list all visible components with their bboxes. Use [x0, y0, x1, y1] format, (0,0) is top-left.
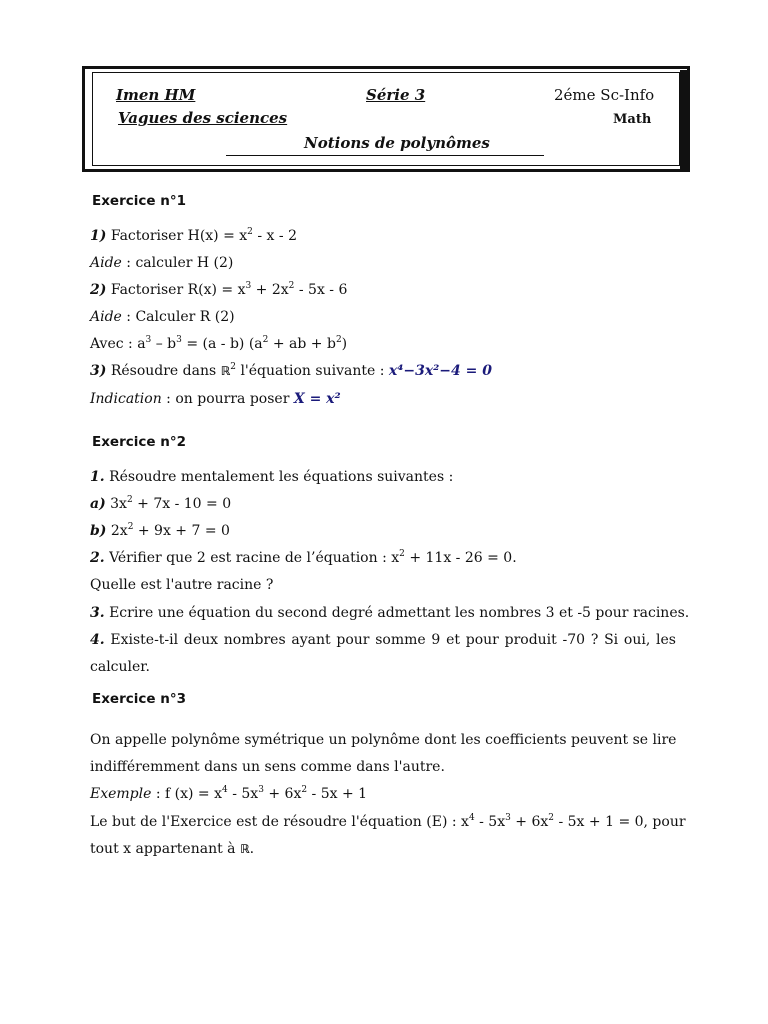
- ex3-goal-line-1: Le but de l'Exercice est de résoudre l'équation (E) : $x^4 - 5x^3 + 6x^2 - 5x + 1 = 0$, pour: [90, 813, 686, 830]
- author: Imen HM: [116, 86, 196, 104]
- real-set-symbol: ℝ: [220, 364, 231, 378]
- ex3-definition-line-2: indifféremment dans un sens comme dans l'autre.: [90, 759, 445, 775]
- ex1-question-1: 1) Factoriser $H(x) = x^2 - x - 2$: [90, 227, 297, 244]
- header-shadow: [680, 70, 687, 170]
- ex1-question-2: 2) Factoriser $R(x) = x^3 + 2x^2 - 5x - 6$: [90, 281, 348, 298]
- exercise-2-heading: Exercice n°2: [92, 434, 186, 450]
- ex1-question-3: 3) Résoudre dans ℝ$^2$ l'équation suivante : x⁴−3x²−4 = 0: [90, 362, 492, 379]
- ex2-part-3: 3. Ecrire une équation du second degré admettant les nombres 3 et -5 pour racines.: [90, 605, 690, 621]
- site-name: Vagues des sciences: [118, 109, 288, 127]
- exercise-3-heading: Exercice n°3: [92, 691, 186, 707]
- ex2-part-4-continued: calculer.: [90, 659, 150, 675]
- page-title: Notions de polynômes: [304, 134, 490, 152]
- series: Série 3: [366, 86, 426, 104]
- title-underline: [226, 155, 544, 156]
- real-set-symbol: ℝ: [239, 842, 250, 856]
- level: 2éme Sc-Info: [554, 86, 655, 104]
- ex1-hint-2: Aide : Calculer R (2): [90, 309, 235, 325]
- subject: Math: [613, 112, 652, 127]
- ex1-hint-1: Aide : calculer H (2): [90, 255, 234, 271]
- ex1-identity: Avec : $a^3 - b^3 = (a - b) (a^2$ + ab + $b^2$): [90, 335, 348, 352]
- ex2-part-2: 2. Vérifier que 2 est racine de l’équation : $x^2 + 11x - 26 = 0$.: [90, 549, 517, 566]
- ex2-equation-b: b) $2x^2 + 9x + 7 = 0$: [90, 522, 230, 539]
- ex2-equation-a: a) $3x^2 + 7x - 10 = 0$: [90, 495, 232, 512]
- ex3-goal-line-2: tout x appartenant à ℝ.: [90, 841, 255, 857]
- substitution-formula: X = x²: [293, 391, 341, 407]
- ex3-example: Exemple : f $(x) = x^4 - 5x^3 + 6x^2 - 5x + 1$: [90, 785, 368, 802]
- ex3-definition-line-1: On appelle polynôme symétrique un polynôme dont les coefficients peuvent se lire: [90, 732, 677, 748]
- ex1-indication: Indication : on pourra poser X = x²: [90, 391, 341, 407]
- ex2-part-1: 1. Résoudre mentalement les équations suivantes :: [90, 469, 454, 485]
- ex2-part-2-question: Quelle est l'autre racine ?: [90, 577, 274, 593]
- equation-quartic: x⁴−3x²−4 = 0: [388, 363, 492, 379]
- exercise-1-heading: Exercice n°1: [92, 193, 186, 209]
- ex2-part-4: 4. Existe-t-il deux nombres ayant pour somme 9 et pour produit -70 ? Si oui, les: [90, 632, 676, 648]
